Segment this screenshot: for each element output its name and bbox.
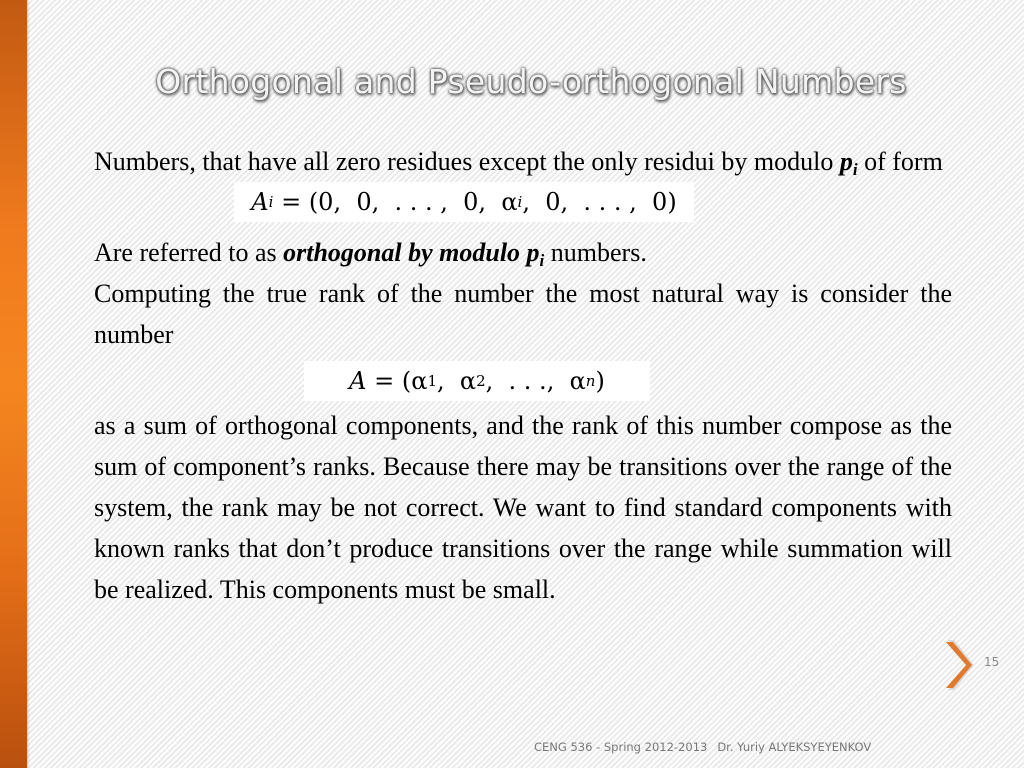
- footer-course: CENG 536 - Spring 2012-2013: [534, 740, 708, 754]
- formula2-subn: n: [585, 371, 596, 390]
- accent-side-bar: [0, 0, 27, 768]
- formula2-eq: = (: [366, 366, 412, 395]
- chevron-right-icon: [944, 638, 974, 692]
- formula1-lhs-sub: i: [268, 192, 274, 211]
- paragraph-term: [94, 232, 952, 273]
- term-bold-subscript: i: [539, 251, 545, 270]
- page-number: 15: [984, 655, 1000, 669]
- modulus-var-subscript: i: [852, 160, 858, 179]
- formula2-alphan: α: [569, 366, 586, 395]
- formula-number-vector: [304, 361, 650, 401]
- formula1-alpha: α: [501, 187, 518, 216]
- formula2-alpha2: α: [459, 366, 477, 395]
- formula2-sep1: ,: [437, 366, 460, 395]
- formula2-alpha1: α: [411, 366, 428, 395]
- slide-title: Orthogonal and Pseudo-orthogonal Numbers: [155, 62, 907, 101]
- modulus-var-letter: p: [839, 147, 853, 176]
- formula1-zeros: = (0, 0, . . . , 0,: [273, 187, 502, 216]
- definition-tail: of form: [857, 147, 943, 176]
- term-lead: Are referred to as: [94, 238, 284, 267]
- formula-orthogonal-number: [234, 182, 694, 222]
- formula2-sub2: 2: [476, 371, 486, 390]
- formula1-rest: , 0, . . . , 0): [522, 187, 677, 216]
- formula2-mid: , . . .,: [485, 366, 570, 395]
- slide-body: [94, 141, 952, 610]
- slide-footer: [534, 740, 871, 754]
- paragraph-definition: [94, 141, 952, 182]
- paragraph-components: as a sum of orthogonal components, and the rank of this number compose as the sum of component’s ranks. Because there may be transitions over the range of the system, the rank may be not correct. We want to find standard components with known ranks that don’t produce transitions over the range while summation will be realized. This components must be small.: [94, 411, 952, 604]
- formula1-lhs: A: [251, 187, 269, 216]
- paragraph-rank: Computing the true rank of the number the most natural way is consider the number: [94, 279, 952, 349]
- formula2-close: ): [595, 366, 605, 395]
- formula2-sub1: 1: [427, 371, 437, 390]
- term-bold-text: orthogonal by modulo p: [283, 238, 540, 267]
- term-tail: numbers.: [544, 238, 647, 267]
- modulus-variable: [839, 147, 858, 179]
- definition-text: Numbers, that have all zero residues except the only residui by modulo: [94, 147, 840, 176]
- footer-author: Dr. Yuriy ALYEKSYEYENKOV: [717, 740, 872, 754]
- term-bold: [283, 238, 545, 270]
- formula2-lhs: A: [349, 366, 367, 395]
- formula1-alpha-sub: i: [517, 192, 523, 211]
